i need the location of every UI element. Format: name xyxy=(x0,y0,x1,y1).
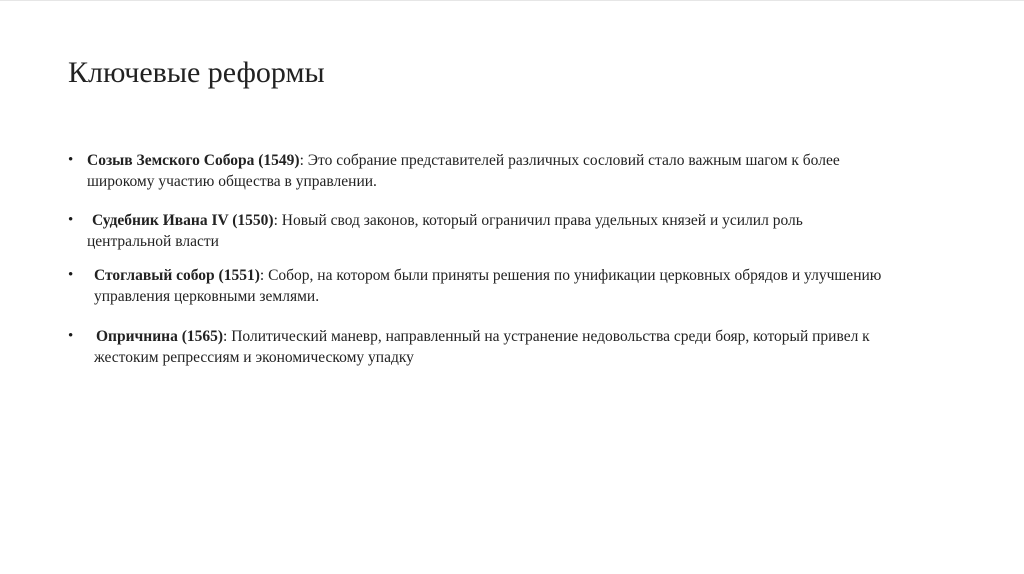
reform-term: Опричнина (1565) xyxy=(96,328,224,345)
reform-term: Стоглавый собор (1551) xyxy=(94,267,260,284)
term-separator: : xyxy=(273,212,278,229)
reform-item-sudebnik xyxy=(87,210,803,252)
bullet-marker: • xyxy=(68,212,74,228)
bullet-marker: • xyxy=(68,152,74,168)
bullet-marker: • xyxy=(68,267,74,283)
reform-description: Собор, на котором были приняты решения по унификации церковных обрядов и улучшению xyxy=(264,267,882,284)
reform-description-continued: управления церковными землями. xyxy=(94,288,320,305)
reform-item-oprichnina xyxy=(96,326,870,368)
reform-item-line-1 xyxy=(96,326,870,347)
reform-item-line-1 xyxy=(94,265,881,286)
term-separator: : xyxy=(259,267,265,284)
reform-description: Новый свод законов, который ограничил права удельных князей и усилил роль xyxy=(277,212,803,229)
reform-item-zemsky-sobor xyxy=(87,150,840,192)
reform-item-line-1 xyxy=(92,210,803,231)
reform-item-line-1 xyxy=(87,150,840,171)
reform-description-continued: широкому участию общества в управлении. xyxy=(87,173,377,190)
reform-term: Созыв Земского Собора (1549) xyxy=(87,152,300,169)
reform-description: Политический маневр, направленный на устранение недовольства среди бояр, который привел к xyxy=(227,328,870,345)
term-separator: : xyxy=(223,328,228,345)
reform-description-continued: центральной власти xyxy=(87,233,219,250)
term-separator: : xyxy=(299,152,304,169)
reform-item-stoglav xyxy=(94,265,881,307)
reform-description-continued: жестоким репрессиям и экономическому упадку xyxy=(94,349,414,366)
reform-description: Это собрание представителей различных сословий стало важным шагом к более xyxy=(303,152,840,169)
reform-term: Судебник Ивана IV (1550) xyxy=(92,212,274,229)
slide-title: Ключевые реформы xyxy=(68,56,325,89)
bullet-marker: • xyxy=(68,328,74,344)
